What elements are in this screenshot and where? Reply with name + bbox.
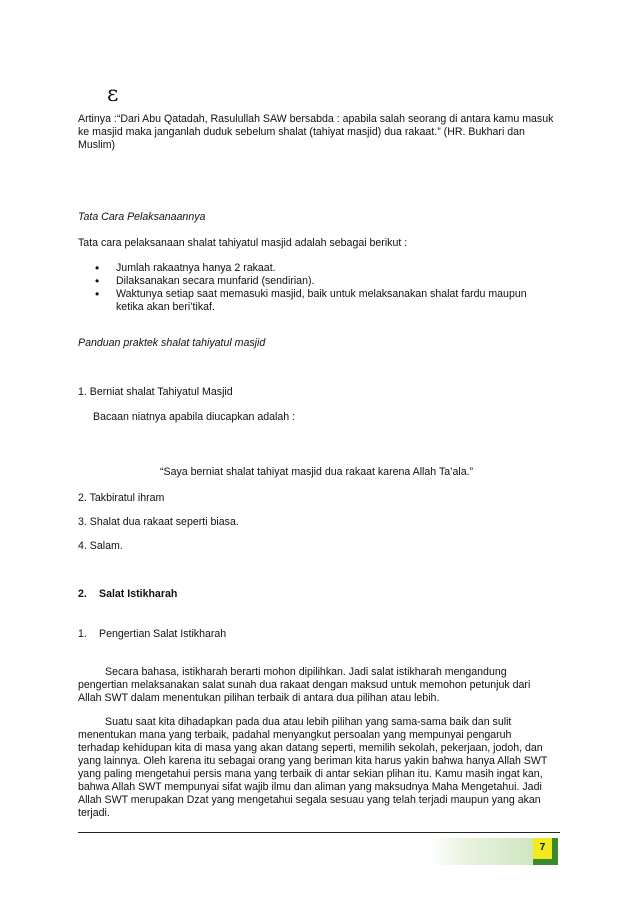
section-number: 2. xyxy=(78,588,87,600)
section-title: Salat Istikharah xyxy=(99,588,178,600)
panduan-heading: Panduan praktek shalat tahiyatul masjid xyxy=(78,337,266,349)
arabic-glyph: ε xyxy=(107,82,119,107)
paragraph-line: bahwa Allah SWT mempunyai sifat wajib ilmu dan aliman yang maksudnya Maha Mengetahui. Jadi xyxy=(78,781,542,793)
page-number-shadow xyxy=(533,859,558,865)
bullet-icon: • xyxy=(95,261,100,275)
paragraph-line: terjadi. xyxy=(78,807,110,819)
paragraph-line: Suatu saat kita dihadapkan pada dua atau lebih pilihan yang sama-sama baik dan sulit xyxy=(105,716,512,728)
paragraph-line: pengertian melaksanakan salat sunah dua rakaat dengan maksud untuk memohon petunjuk dari xyxy=(78,679,531,691)
footer-gradient-strip xyxy=(430,838,533,865)
subsection-title: Pengertian Salat Istikharah xyxy=(99,628,227,640)
list-item: Dilaksanakan secara munfarid (sendirian). xyxy=(116,275,315,287)
hadith-line: ke masjid maka janganlah duduk sebelum shalat (tahiyat masjid) dua rakaat.” (HR. Bukhari dan xyxy=(78,126,525,138)
hadith-line: Artinya :“Dari Abu Qatadah, Rasulullah SAW bersabda : apabila salah seorang di antara kamu masuk xyxy=(78,113,554,125)
niat-text: “Saya berniat shalat tahiyat masjid dua rakaat karena Allah Ta’ala.” xyxy=(160,466,474,478)
page-number-badge xyxy=(533,838,558,865)
subsection-number: 1. xyxy=(78,628,87,640)
paragraph-line: yang lainnya. Oleh karena itu sebagai orang yang beriman kita harus yakin bahwa hanya Allah SWT xyxy=(78,755,548,767)
bullet-icon: • xyxy=(95,287,100,301)
paragraph-line: yang paling mengetahui persis mana yang terbaik di antar sekian plihan itu. Kamu masih ingat kan, xyxy=(78,768,543,780)
bacaan-label: Bacaan niatnya apabila diucapkan adalah : xyxy=(93,411,296,423)
paragraph-line: menentukan mana yang terbaik, padahal menyangkut persoalan yang mempunyai pengaruh xyxy=(78,729,512,741)
paragraph-line: Allah SWT merupakan Dzat yang mengetahui segala sesuau yang telah terjadi maupun yang akan xyxy=(78,794,541,806)
hadith-line: Muslim) xyxy=(78,139,116,151)
tata-cara-intro: Tata cara pelaksanaan shalat tahiyatul masjid adalah sebagai berikut : xyxy=(78,237,408,249)
list-item: Jumlah rakaatnya hanya 2 rakaat. xyxy=(116,262,276,274)
list-item: Waktunya setiap saat memasuki masjid, baik untuk melaksanakan shalat fardu maupun xyxy=(116,288,527,300)
tata-cara-heading: Tata Cara Pelaksanaannya xyxy=(78,211,206,223)
footer-divider xyxy=(78,832,560,833)
step-3: 3. Shalat dua rakaat seperti biasa. xyxy=(78,516,239,528)
paragraph-line: Secara bahasa, istikharah berarti mohon dipilihkan. Jadi salat istikharah mengandung xyxy=(105,666,507,678)
paragraph-line: Allah SWT dalam menentukan pilihan terbaik di antara dua pilihan atau lebih. xyxy=(78,692,440,704)
step-1: 1. Berniat shalat Tahiyatul Masjid xyxy=(78,386,233,398)
page-number: 7 xyxy=(539,842,546,853)
paragraph-line: terhadap kehidupan kita di masa yang akan datang seperti, memilih sekolah, pekerjaan, jodoh, dan xyxy=(78,742,543,754)
bullet-icon: • xyxy=(95,274,100,288)
list-item-continuation: ketika akan beri’tikaf. xyxy=(116,301,215,313)
step-4: 4. Salam. xyxy=(78,540,123,552)
step-2: 2. Takbiratul ihram xyxy=(78,492,165,504)
